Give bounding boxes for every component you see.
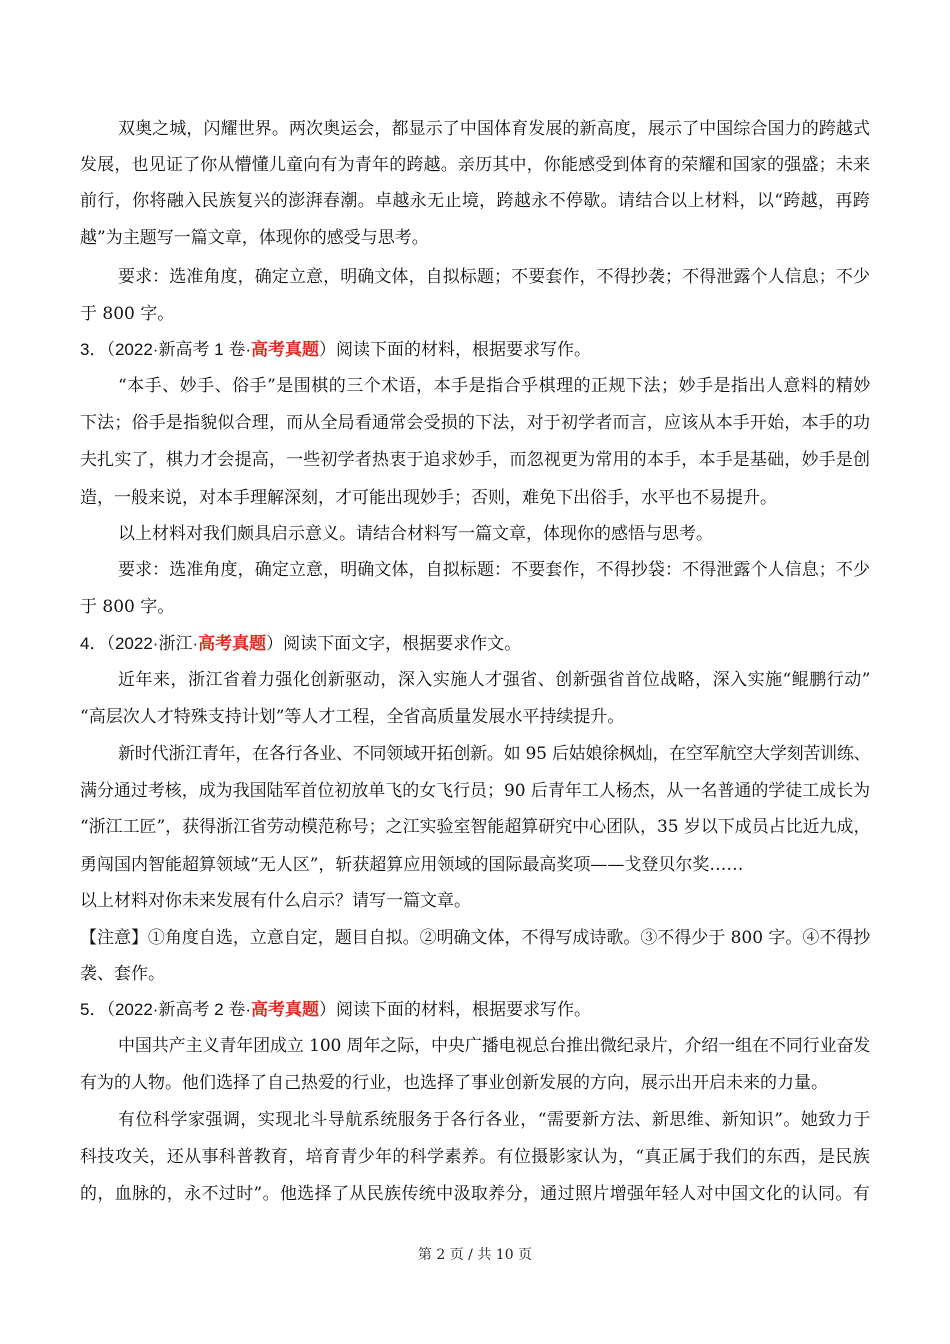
q5-source-prefix: （2022·新高考 2 卷·: [106, 1000, 252, 1019]
q5-source-suffix: ）阅读下面的材料，根据要求写作。: [319, 1000, 592, 1019]
q5-header: [80, 998, 591, 1022]
q2-para1-line4: 越”为主题写一篇文章，体现你的感受与思考。: [80, 228, 429, 248]
q4-source-prefix: （2022·浙江·: [106, 634, 199, 653]
q3-para1-line1: “本手、妙手、俗手”是围棋的三个术语，本手是指合乎棋理的正规下法；妙手是指出人意料的精妙: [118, 376, 871, 396]
q3-header: [80, 338, 591, 362]
q2-para1-line3: 前行，你将融入民族复兴的澎湃春潮。卓越永无止境，跨越永不停歇。请结合以上材料，以“跨越，再跨: [80, 191, 871, 211]
q5-source-tag: 高考真题: [251, 1000, 320, 1019]
q3-source-tag: 高考真题: [251, 340, 320, 359]
q2-requirement-line2: 于 800 字。: [80, 304, 175, 324]
q4-para1-line2: “高层次人才特殊支持计划”等人才工程，全省高质量发展水平持续提升。: [80, 707, 625, 727]
q5-para1-line1: 中国共产主义青年团成立 100 周年之际，中央广播电视总台推出微纪录片，介绍一组在不同行业奋发: [118, 1036, 871, 1056]
q4-header: [80, 632, 521, 656]
q2-para1-line2: 发展，也见证了你从懵懂儿童向有为青年的跨越。亲历其中，你能感受到体育的荣耀和国家的强盛；未来: [80, 155, 871, 175]
page-number-footer: 第 2 页 / 共 10 页: [417, 1247, 533, 1263]
q4-para2-line1: 新时代浙江青年，在各行各业、不同领域开拓创新。如 95 后姑娘徐枫灿，在空军航空大学刻苦训练、: [118, 744, 871, 764]
q3-para1-line3: 夫扎实了，棋力才会提高，一些初学者热衷于追求妙手，而忽视更为常用的本手，本手是基础，妙手是创: [80, 450, 871, 470]
q4-source-tag: 高考真题: [198, 634, 267, 653]
q4-para2-line4: 勇闯国内智能超算领域“无人区”，斩获超算应用领域的国际最高奖项——戈登贝尔奖……: [80, 855, 744, 875]
q4-para3: 以上材料对你未来发展有什么启示？请写一篇文章。: [80, 891, 471, 911]
q2-para1-line1: 双奥之城，闪耀世界。两次奥运会，都显示了中国体育发展的新高度，展示了中国综合国力的跨越式: [118, 119, 871, 139]
q3-requirement-line2: 于 800 字。: [80, 597, 175, 617]
q3-number: 3．: [80, 340, 107, 359]
q5-para1-line2: 有为的人物。他们选择了自己热爱的行业，也选择了事业创新发展的方向，展示出开启未来的力量。: [80, 1073, 828, 1093]
q4-number: 4．: [80, 634, 107, 653]
q3-source-prefix: （2022·新高考 1 卷·: [106, 340, 252, 359]
q3-para1-line4: 造，一般来说，对本手理解深刻，才可能出现妙手；否则，难免下出俗手，水平也不易提升。: [80, 488, 777, 508]
q4-note-line2: 袭、套作。: [80, 964, 165, 984]
q2-requirement-line1: 要求：选准角度，确定立意，明确文体，自拟标题；不要套作，不得抄袭；不得泄露个人信息；不少: [118, 267, 871, 287]
q5-para2-line3: 的，血脉的，永不过时”。他选择了从民族传统中汲取养分，通过照片增强年轻人对中国文化的认同。有: [80, 1184, 871, 1204]
q3-source-suffix: ）阅读下面的材料，根据要求写作。: [319, 340, 592, 359]
q5-number: 5．: [80, 1000, 107, 1019]
q4-para2-line2: 满分通过考核，成为我国陆军首位初放单飞的女飞行员；90 后青年工人杨杰，从一名普通的学徒工成长为: [80, 781, 871, 801]
q4-para1-line1: 近年来，浙江省着力强化创新驱动，深入实施人才强省、创新强省首位战略，深入实施“鲲鹏行动”: [118, 670, 871, 690]
q3-requirement-line1: 要求：选准角度，确定立意，明确文体，自拟标题：不要套作，不得抄袋：不得泄露个人信息；不少: [118, 560, 871, 580]
q4-source-suffix: ）阅读下面文字，根据要求作文。: [266, 634, 522, 653]
q3-para1-line2: 下法；俗手是指貌似合理，而从全局看通常会受损的下法，对于初学者而言，应该从本手开始，本手的功: [80, 413, 871, 433]
q3-para2: 以上材料对我们颇具启示意义。请结合材料写一篇文章，体现你的感悟与思考。: [118, 524, 713, 544]
q5-para2-line2: 科技攻关，还从事科普教育，培育青少年的科学素养。有位摄影家认为，“真正属于我们的东西，是民族: [80, 1147, 871, 1167]
q4-note-line1: 【注意】①角度自选，立意自定，题目自拟。②明确文体，不得写成诗歌。③不得少于 800 字。④不得抄: [80, 928, 871, 948]
q5-para2-line1: 有位科学家强调，实现北斗导航系统服务于各行各业，“需要新方法、新思维、新知识”。她致力于: [118, 1110, 871, 1130]
q4-para2-line3: “浙江工匠”，获得浙江省劳动模范称号；之江实验室智能超算研究中心团队，35 岁以下成员占比近九成，: [80, 817, 871, 837]
